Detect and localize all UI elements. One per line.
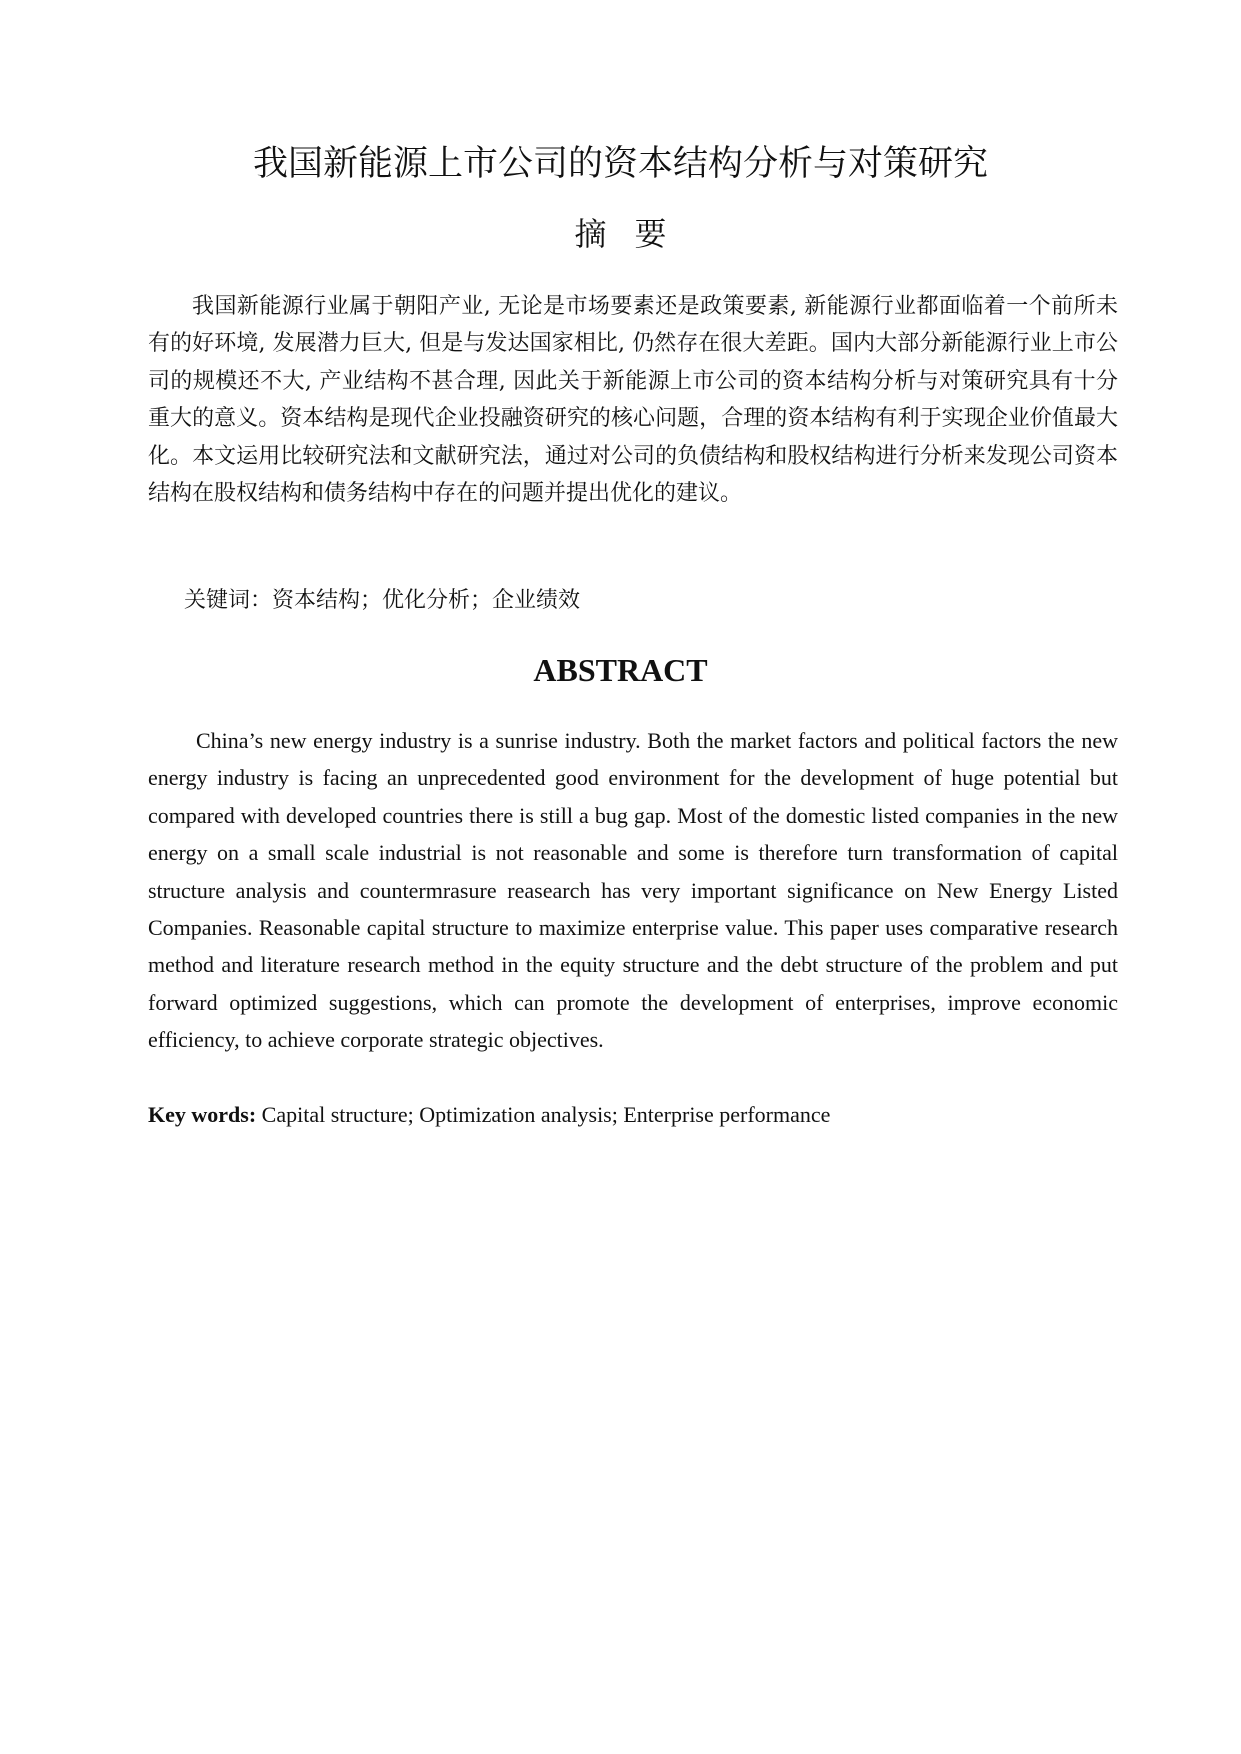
chinese-keywords bbox=[148, 582, 1154, 619]
chinese-keywords-label: 关键词： bbox=[184, 588, 273, 613]
paper-title: 我国新能源上市公司的资本结构分析与对策研究 bbox=[252, 144, 988, 184]
chinese-abstract-body: 我国新能源行业属于朝阳产业, 无论是市场要素还是政策要素, 新能源行业都面临着一个前所未有的好环境, 发展潜力巨大, 但是与发达国家相比, 仍然存在很大差距。国内大部分新能源行业上市公司的规模还不大, 产业结构不甚合理, 因此关于新能源上市公司的资本结构分析与对策研究具有十分重大的意义。资本结构是现代企业投融资研究的核心问题，合理的资本结构有利于实现企业价值最大化。本文运用比较研究法和文献研究法，通过对公司的负债结构和股权结构进行分析来发现公司资本结构在股权结构和债务结构中存在的问题并提出优化的建议。 bbox=[148, 294, 1118, 507]
english-keywords bbox=[148, 1096, 1118, 1133]
chinese-keywords-list: 资本结构；优化分析；企业绩效 bbox=[272, 588, 581, 613]
english-keywords-list: Capital structure; Optimization analysis; Enterprise performance bbox=[256, 1102, 831, 1127]
chinese-abstract-heading: 摘要 bbox=[574, 215, 695, 253]
english-keywords-label: Key words: bbox=[148, 1102, 257, 1127]
english-abstract-body: China’s new energy industry is a sunrise industry. Both the market factors and political factors the new energy industry is facing an unprecedented good environment for the development of huge potential but compared with developed countries there is still a bug gap. Most of the domestic listed companies in the new energy on a small scale industrial is not reasonable and some is therefore turn transformation of capital structure analysis and countermrasure reasearch has very important significance on New Energy Listed Companies. Reasonable capital structure to maximize enterprise value. This paper uses comparative research method and literature research method in the equity structure and the debt structure of the problem and put forward optimized suggestions, which can promote the development of enterprises, improve economic efficiency, to achieve corporate strategic objectives. bbox=[148, 728, 1118, 1053]
english-abstract-heading: ABSTRACT bbox=[533, 652, 708, 688]
